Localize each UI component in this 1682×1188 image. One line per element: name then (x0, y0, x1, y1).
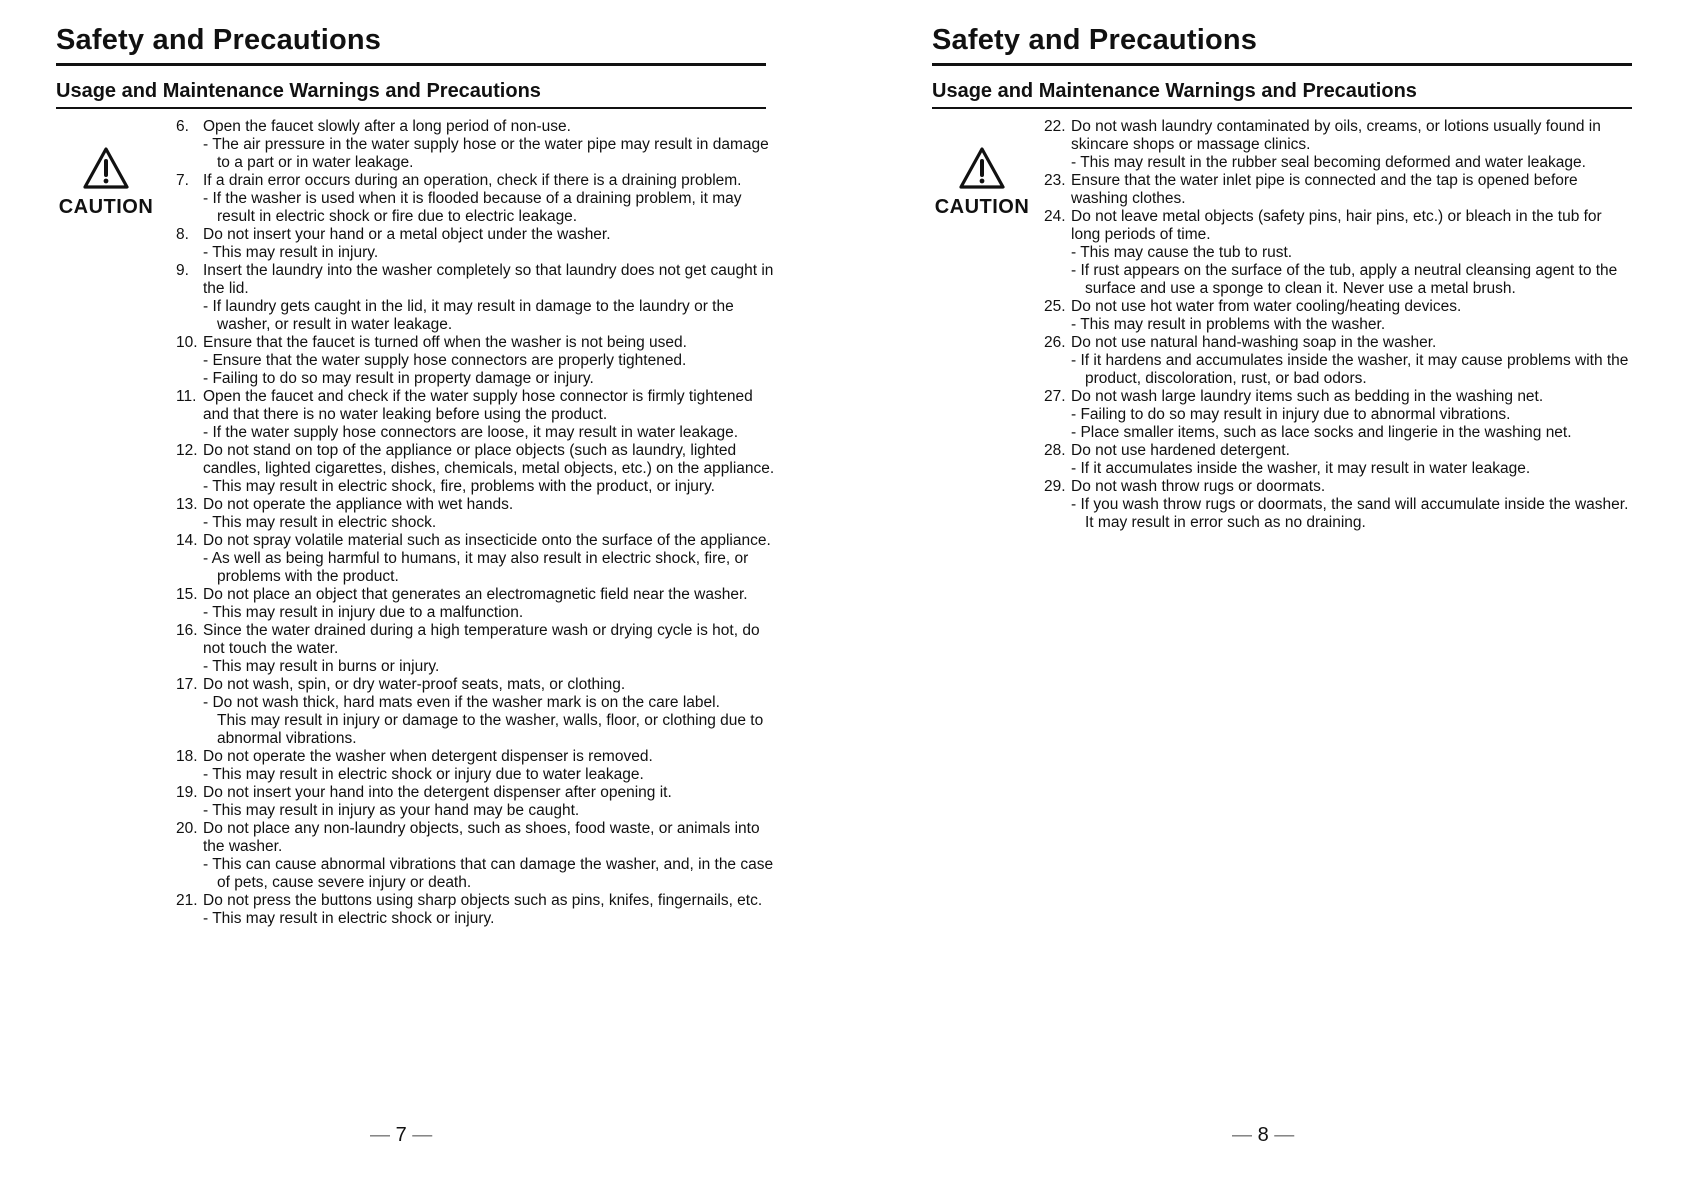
precaution-item (176, 820, 776, 892)
precaution-item (1044, 172, 1634, 208)
item-text: Open the faucet slowly after a long period of non-use. (203, 118, 571, 135)
item-number: 23. (1044, 172, 1066, 189)
caution-label: CAUTION (58, 196, 154, 218)
item-text: Ensure that the water inlet pipe is connected and the tap is opened before washing clothes. (1071, 172, 1578, 207)
item-number: 19. (176, 784, 198, 801)
precaution-item (176, 334, 776, 388)
item-text: Do not spray volatile material such as insecticide onto the surface of the appliance. (203, 532, 771, 549)
item-note: - If you wash throw rugs or doormats, the sand will accumulate inside the washer. It may result in error such as no draining. (1071, 496, 1629, 531)
item-note: - Failing to do so may result in property damage or injury. (203, 370, 594, 387)
page-number-value: 8 (1257, 1124, 1269, 1146)
item-number: 6. (176, 118, 189, 135)
precaution-item (176, 622, 776, 676)
caution-block (56, 146, 156, 219)
precaution-item (1044, 442, 1634, 478)
item-number: 12. (176, 442, 198, 459)
item-note: - This may result in injury due to a malfunction. (203, 604, 524, 621)
item-text: Do not operate the appliance with wet hands. (203, 496, 514, 513)
item-number: 25. (1044, 298, 1066, 315)
precaution-item (176, 262, 776, 334)
item-number: 7. (176, 172, 189, 189)
item-number: 15. (176, 586, 198, 603)
item-number: 28. (1044, 442, 1066, 459)
item-note: - This may result in injury. (203, 244, 379, 261)
item-note: - If it accumulates inside the washer, it may result in water leakage. (1071, 460, 1531, 477)
item-text: Do not stand on top of the appliance or place objects (such as laundry, lighted candles, lighted cigarettes, dishes, chemicals, metal objects, etc.) on the appliance. (203, 442, 775, 477)
precaution-item (176, 388, 776, 442)
item-text: Do not place any non-laundry objects, such as shoes, food waste, or animals into the washer. (203, 820, 760, 855)
item-text: Insert the laundry into the washer completely so that laundry does not get caught in the lid. (203, 262, 774, 297)
item-number: 14. (176, 532, 198, 549)
item-text: Since the water drained during a high temperature wash or drying cycle is hot, do not touch the water. (203, 622, 760, 657)
precaution-list (176, 118, 776, 928)
item-note: - This may result in electric shock or injury due to water leakage. (203, 766, 644, 783)
item-text: Do not use hot water from water cooling/heating devices. (1071, 298, 1462, 315)
precaution-item (176, 892, 776, 928)
item-note: - This may result in electric shock, fire, problems with the product, or injury. (203, 478, 715, 495)
item-number: 22. (1044, 118, 1066, 135)
precaution-list (1044, 118, 1634, 532)
precaution-item (176, 586, 776, 622)
item-number: 27. (1044, 388, 1066, 405)
item-note: - This may result in the rubber seal becoming deformed and water leakage. (1071, 154, 1586, 171)
precaution-item (1044, 208, 1634, 298)
item-note: - If the water supply hose connectors are loose, it may result in water leakage. (203, 424, 739, 441)
page-title: Safety and Precautions (932, 24, 1258, 56)
item-note: - This can cause abnormal vibrations that can damage the washer, and, in the case of pets, cause severe injury or death. (203, 856, 774, 891)
item-number: 17. (176, 676, 198, 693)
manual-page-right (932, 0, 1632, 1188)
item-number: 13. (176, 496, 198, 513)
precaution-item (1044, 478, 1634, 532)
item-text: Do not operate the washer when detergent dispenser is removed. (203, 748, 653, 765)
item-text: Do not place an object that generates an electromagnetic field near the washer. (203, 586, 748, 603)
item-note: This may result in injury or damage to the washer, walls, floor, or clothing due to abnormal vibrations. (217, 712, 764, 747)
precaution-item (1044, 118, 1634, 172)
item-number: 10. (176, 334, 198, 351)
item-note: - If rust appears on the surface of the tub, apply a neutral cleansing agent to the surface and use a sponge to clean it. Never use a metal brush. (1071, 262, 1618, 297)
item-note: - This may result in problems with the washer. (1071, 316, 1386, 333)
page-number: — 8 — (1232, 1124, 1295, 1146)
item-number: 29. (1044, 478, 1066, 495)
section-title: Usage and Maintenance Warnings and Precautions (56, 80, 541, 102)
item-note: - This may cause the tub to rust. (1071, 244, 1293, 261)
section-rule (932, 107, 1632, 109)
item-number: 20. (176, 820, 198, 837)
caution-label: CAUTION (934, 196, 1030, 218)
item-note: - This may result in burns or injury. (203, 658, 440, 675)
section-title: Usage and Maintenance Warnings and Precautions (932, 80, 1417, 102)
item-text: Ensure that the faucet is turned off when the washer is not being used. (203, 334, 687, 351)
item-number: 21. (176, 892, 198, 909)
precaution-item (176, 442, 776, 496)
item-text: Open the faucet and check if the water supply hose connector is firmly tightened and that there is no water leaking before using the product. (203, 388, 753, 423)
item-text: If a drain error occurs during an operation, check if there is a draining problem. (203, 172, 742, 189)
item-text: Do not wash, spin, or dry water-proof seats, mats, or clothing. (203, 676, 626, 693)
item-number: 24. (1044, 208, 1066, 225)
item-number: 16. (176, 622, 198, 639)
item-text: Do not wash laundry contaminated by oils, creams, or lotions usually found in skincare shops or massage clinics. (1071, 118, 1601, 153)
item-text: Do not use natural hand-washing soap in the washer. (1071, 334, 1437, 351)
item-note: - As well as being harmful to humans, it may also result in electric shock, fire, or problems with the product. (203, 550, 749, 585)
item-text: Do not use hardened detergent. (1071, 442, 1290, 459)
precaution-item (176, 784, 776, 820)
item-note: - If it hardens and accumulates inside the washer, it may cause problems with the product, discoloration, rust, or bad odors. (1071, 352, 1629, 387)
item-number: 18. (176, 748, 198, 765)
title-rule (932, 63, 1632, 66)
item-note: - This may result in injury as your hand may be caught. (203, 802, 580, 819)
warning-triangle-icon (82, 146, 130, 190)
item-note: - The air pressure in the water supply hose or the water pipe may result in damage to a part or in water leakage. (203, 136, 769, 171)
precaution-item (1044, 298, 1634, 334)
page-title: Safety and Precautions (56, 24, 382, 56)
item-note: - If the washer is used when it is flooded because of a draining problem, it may result in electric shock or fire due to electric leakage. (203, 190, 742, 225)
precaution-item (176, 226, 776, 262)
item-note: - This may result in electric shock or injury. (203, 910, 495, 927)
item-text: Do not insert your hand into the detergent dispenser after opening it. (203, 784, 672, 801)
item-note: - Ensure that the water supply hose connectors are properly tightened. (203, 352, 687, 369)
page-number-value: 7 (395, 1124, 407, 1146)
precaution-item (176, 676, 776, 748)
precaution-item (1044, 388, 1634, 442)
item-note: - Do not wash thick, hard mats even if the washer mark is on the care label. (203, 694, 720, 711)
precaution-item (176, 172, 776, 226)
item-text: Do not press the buttons using sharp objects such as pins, knifes, fingernails, etc. (203, 892, 763, 909)
item-note: - If laundry gets caught in the lid, it may result in damage to the laundry or the washer, or result in water leakage. (203, 298, 734, 333)
precaution-item (176, 496, 776, 532)
warning-triangle-icon (958, 146, 1006, 190)
item-number: 11. (176, 388, 197, 405)
item-number: 8. (176, 226, 189, 243)
precaution-item (176, 118, 776, 172)
item-number: 26. (1044, 334, 1066, 351)
manual-page-left (56, 0, 775, 1188)
item-number: 9. (176, 262, 189, 279)
item-text: Do not leave metal objects (safety pins, hair pins, etc.) or bleach in the tub for long periods of time. (1071, 208, 1602, 243)
item-text: Do not insert your hand or a metal object under the washer. (203, 226, 611, 243)
caution-block (932, 146, 1032, 219)
item-text: Do not wash throw rugs or doormats. (1071, 478, 1326, 495)
section-rule (56, 107, 766, 109)
title-rule (56, 63, 766, 66)
item-note: - Place smaller items, such as lace socks and lingerie in the washing net. (1071, 424, 1572, 441)
item-text: Do not wash large laundry items such as bedding in the washing net. (1071, 388, 1544, 405)
precaution-item (176, 532, 776, 586)
precaution-item (1044, 334, 1634, 388)
page-number: — 7 — (370, 1124, 433, 1146)
item-note: - Failing to do so may result in injury due to abnormal vibrations. (1071, 406, 1511, 423)
item-note: - This may result in electric shock. (203, 514, 437, 531)
precaution-item (176, 748, 776, 784)
